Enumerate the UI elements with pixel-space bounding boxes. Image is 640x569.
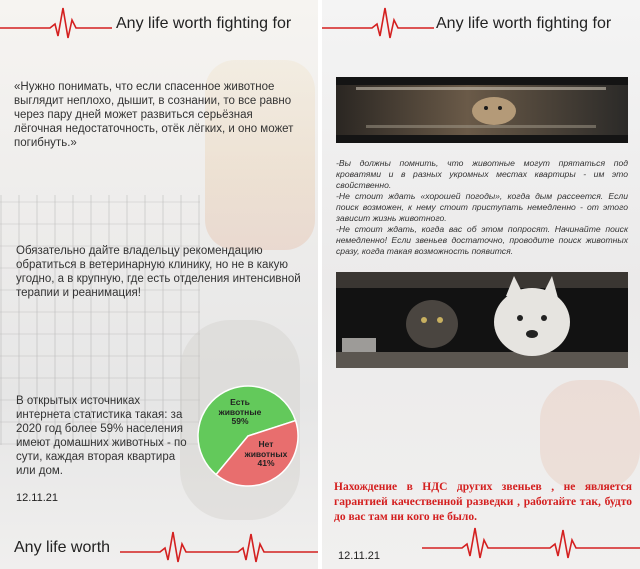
footer-title: Any life worth — [14, 539, 111, 556]
slide-right — [322, 0, 640, 569]
tip-item: -Вы должны помнить, что животные могут прятаться под кроватями и в разных укромных местах квартиры - им это свойственно. — [336, 158, 628, 190]
slide-header — [0, 6, 318, 40]
slide-footer — [0, 530, 318, 564]
pet-ownership-pie-chart — [196, 384, 300, 488]
cat-dog-photo-illustration — [336, 272, 628, 368]
pie-label-yes-value: 59% — [231, 416, 249, 426]
pie-label-yes-name: Есть животные — [218, 397, 262, 417]
pie-label-no — [240, 440, 292, 469]
tip-item: -Не стоит ждать «хорошей погоды», когда дым рассеется. Если поиск возможен, к нему стоит приступать немедленно - от этого зависит жизнь животного. — [336, 191, 628, 223]
slide-date: 12.11.21 — [338, 550, 381, 562]
slide-date: 12.11.21 — [16, 492, 59, 504]
recommendation-text: Обязательно дайте владельцу рекомендацию обратиться в ветеринарную клинику, но не в какую угодно, а в крупную, где есть отделения интенсивной терапии и реанимация! — [16, 245, 301, 299]
statistics-text: В открытых источниках интернета статистика такая: за 2020 год более 59% населения имеют домашних животных - по сути, каждая вторая квартира или дом. — [16, 395, 187, 477]
background-hand-image — [540, 380, 640, 490]
cat-photo-illustration — [336, 77, 628, 143]
tip-item: -Не стоит ждать, когда вас об этом попросят. Начинайте поиск немедленно! Если звеньев достаточно, проводите поиск животных сразу, когда такая возможность появится. — [336, 224, 628, 256]
ecg-line-icon — [422, 526, 640, 560]
cat-under-furniture-photo — [336, 77, 628, 143]
ecg-line-icon — [0, 6, 112, 40]
ecg-line-icon — [120, 530, 318, 564]
slide-left — [0, 0, 318, 569]
slide-header — [322, 6, 640, 40]
header-title: Any life worth fighting for — [436, 15, 612, 32]
pie-label-yes — [216, 398, 264, 427]
warning-text: Нахождение в НДС других звеньев , не является гарантией качественной разведки , работайте так, будто до вас там ни кого не было. — [334, 481, 632, 523]
cat-and-dog-under-bed-photo — [336, 272, 628, 368]
quote-text: «Нужно понимать, что если спасенное животное выглядит неплохо, дышит, в сознании, то все равно через пару дней может развиться серьёзная лёгочная недостаточность, отёк лёгких, и оно может погибнуть.» — [14, 81, 294, 149]
header-title: Any life worth fighting for — [116, 15, 292, 32]
pie-label-no-name: Нет животных — [244, 439, 288, 459]
pie-label-no-value: 41% — [257, 458, 275, 468]
ecg-line-icon — [322, 6, 434, 40]
tips-list — [336, 158, 628, 257]
